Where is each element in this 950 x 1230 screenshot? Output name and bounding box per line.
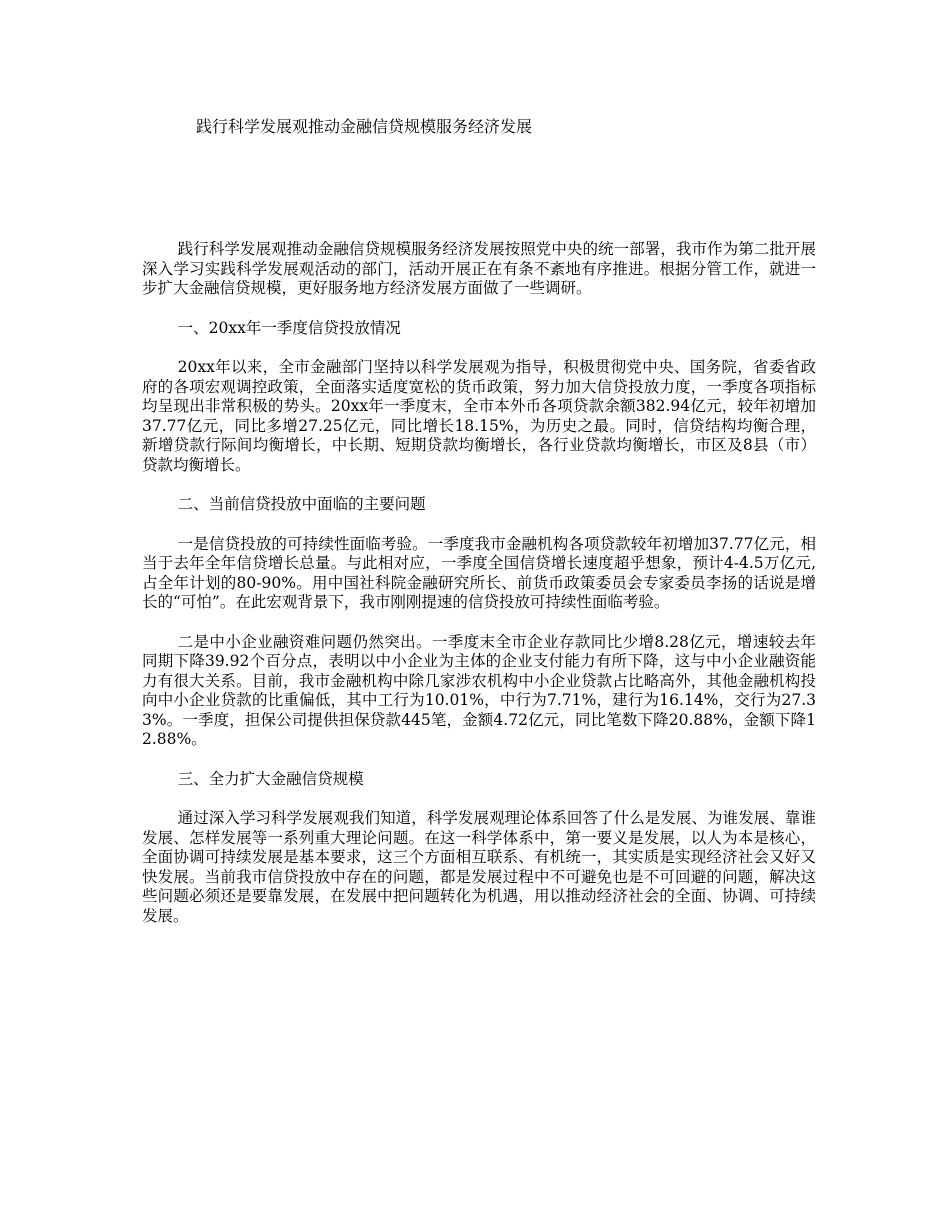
intro-paragraph: 践行科学发展观推动金融信贷规模服务经济发展按照党中央的统一部署，我市作为第二批开展深入学习实践科学发展观活动的部门，活动开展正在有条不紊地有序推进。根据分管工作，就进一步扩大金融信贷规模，更好服务地方经济发展方面做了一些调研。 (142, 240, 816, 297)
section-heading-1: 一、20xx年一季度信贷投放情况 (177, 318, 401, 337)
section-heading-2: 二、当前信贷投放中面临的主要问题 (177, 495, 426, 513)
section-1-paragraph: 20xx年以来，全市金融部门坚持以科学发展观为指导，积极贯彻党中央、国务院，省委省政府的各项宏观调控政策，全面落实适度宽松的货币政策，努力加大信贷投放力度，一季度各项指标均呈现出非常积极的势头。20xx年一季度末，全市本外币各项贷款余额382.94亿元，较年初增加37.77亿元，同比多增27.25亿元，同比增长18.15%，为历史之最。同时，信贷结构均衡合理，新增贷款行际间均衡增长，中长期、短期贷款均衡增长，各行业贷款均衡增长，市区及8县（市）贷款均衡增长。 (142, 358, 816, 474)
section-2-paragraph-1: 一是信贷投放的可持续性面临考验。一季度我市金融机构各项贷款较年初增加37.77亿元，相当于去年全年信贷增长总量。与此相对应，一季度全国信贷增长速度超乎想象，预计4-4.5万亿元,占全年计划的80-90%。用中国社科院金融研究所长、前货币政策委员会专家委员李扬的话说是增长的“可怕”。在此宏观背景下，我市刚刚提速的信贷投放可持续性面临考验。 (142, 534, 816, 611)
section-3-paragraph: 通过深入学习科学发展观我们知道，科学发展观理论体系回答了什么是发展、为谁发展、靠谁发展、怎样发展等一系列重大理论问题。在这一科学体系中，第一要义是发展，以人为本是核心，全面协调可持续发展是基本要求，这三个方面相互联系、有机统一，其实质是实现经济社会又好又快发展。当前我市信贷投放中存在的问题，都是发展过程中不可避免也是不可回避的问题，解决这些问题必须还是要靠发展，在发展中把问题转化为机遇，用以推动经济社会的全面、协调、可持续发展。 (142, 809, 816, 925)
document-title: 践行科学发展观推动金融信贷规模服务经济发展 (196, 117, 533, 136)
document-body (142, 240, 816, 946)
section-heading-3: 三、全力扩大金融信贷规模 (177, 769, 364, 788)
section-2-paragraph-2: 二是中小企业融资难问题仍然突出。一季度末全市企业存款同比少增8.28亿元，增速较去年同期下降39.92个百分点，表明以中小企业为主体的企业支付能力有所下降，这与中小企业融资能力有很大关系。目前，我市金融机构中除几家涉农机构中小企业贷款占比略高外，其他金融机构投向中小企业贷款的比重偏低，其中工行为10.01%，中行为7.71%，建行为16.14%，交行为27.33%。一季度，担保公司提供担保贷款445笔，金额4.72亿元，同比笔数下降20.88%，金额下降12.88%。 (142, 632, 816, 748)
